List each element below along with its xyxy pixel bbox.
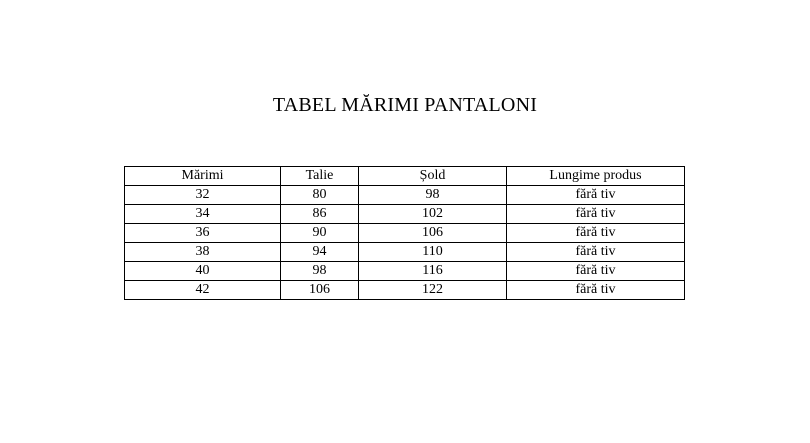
header-cell-waist: Talie xyxy=(281,167,359,186)
cell-length: fără tiv xyxy=(507,262,685,281)
cell-length: fără tiv xyxy=(507,224,685,243)
cell-size: 42 xyxy=(125,281,281,300)
cell-size: 38 xyxy=(125,243,281,262)
page-title: TABEL MĂRIMI PANTALONI xyxy=(272,94,538,116)
table-row xyxy=(125,281,685,300)
cell-hip: 110 xyxy=(359,243,507,262)
cell-waist: 80 xyxy=(281,186,359,205)
table-row xyxy=(125,262,685,281)
cell-hip: 122 xyxy=(359,281,507,300)
cell-size: 40 xyxy=(125,262,281,281)
table-row xyxy=(125,205,685,224)
cell-hip: 102 xyxy=(359,205,507,224)
size-table xyxy=(124,166,685,300)
cell-waist: 94 xyxy=(281,243,359,262)
cell-length: fără tiv xyxy=(507,205,685,224)
cell-length: fără tiv xyxy=(507,281,685,300)
table-row xyxy=(125,224,685,243)
cell-waist: 90 xyxy=(281,224,359,243)
header-cell-length: Lungime produs xyxy=(507,167,685,186)
cell-waist: 106 xyxy=(281,281,359,300)
cell-size: 32 xyxy=(125,186,281,205)
cell-hip: 116 xyxy=(359,262,507,281)
table-header-row xyxy=(125,167,685,186)
table-row xyxy=(125,243,685,262)
cell-size: 36 xyxy=(125,224,281,243)
cell-waist: 98 xyxy=(281,262,359,281)
cell-waist: 86 xyxy=(281,205,359,224)
table-row xyxy=(125,186,685,205)
cell-length: fără tiv xyxy=(507,243,685,262)
cell-size: 34 xyxy=(125,205,281,224)
header-cell-sizes: Mărimi xyxy=(125,167,281,186)
cell-hip: 106 xyxy=(359,224,507,243)
header-cell-hip: Șold xyxy=(359,167,507,186)
cell-length: fără tiv xyxy=(507,186,685,205)
cell-hip: 98 xyxy=(359,186,507,205)
